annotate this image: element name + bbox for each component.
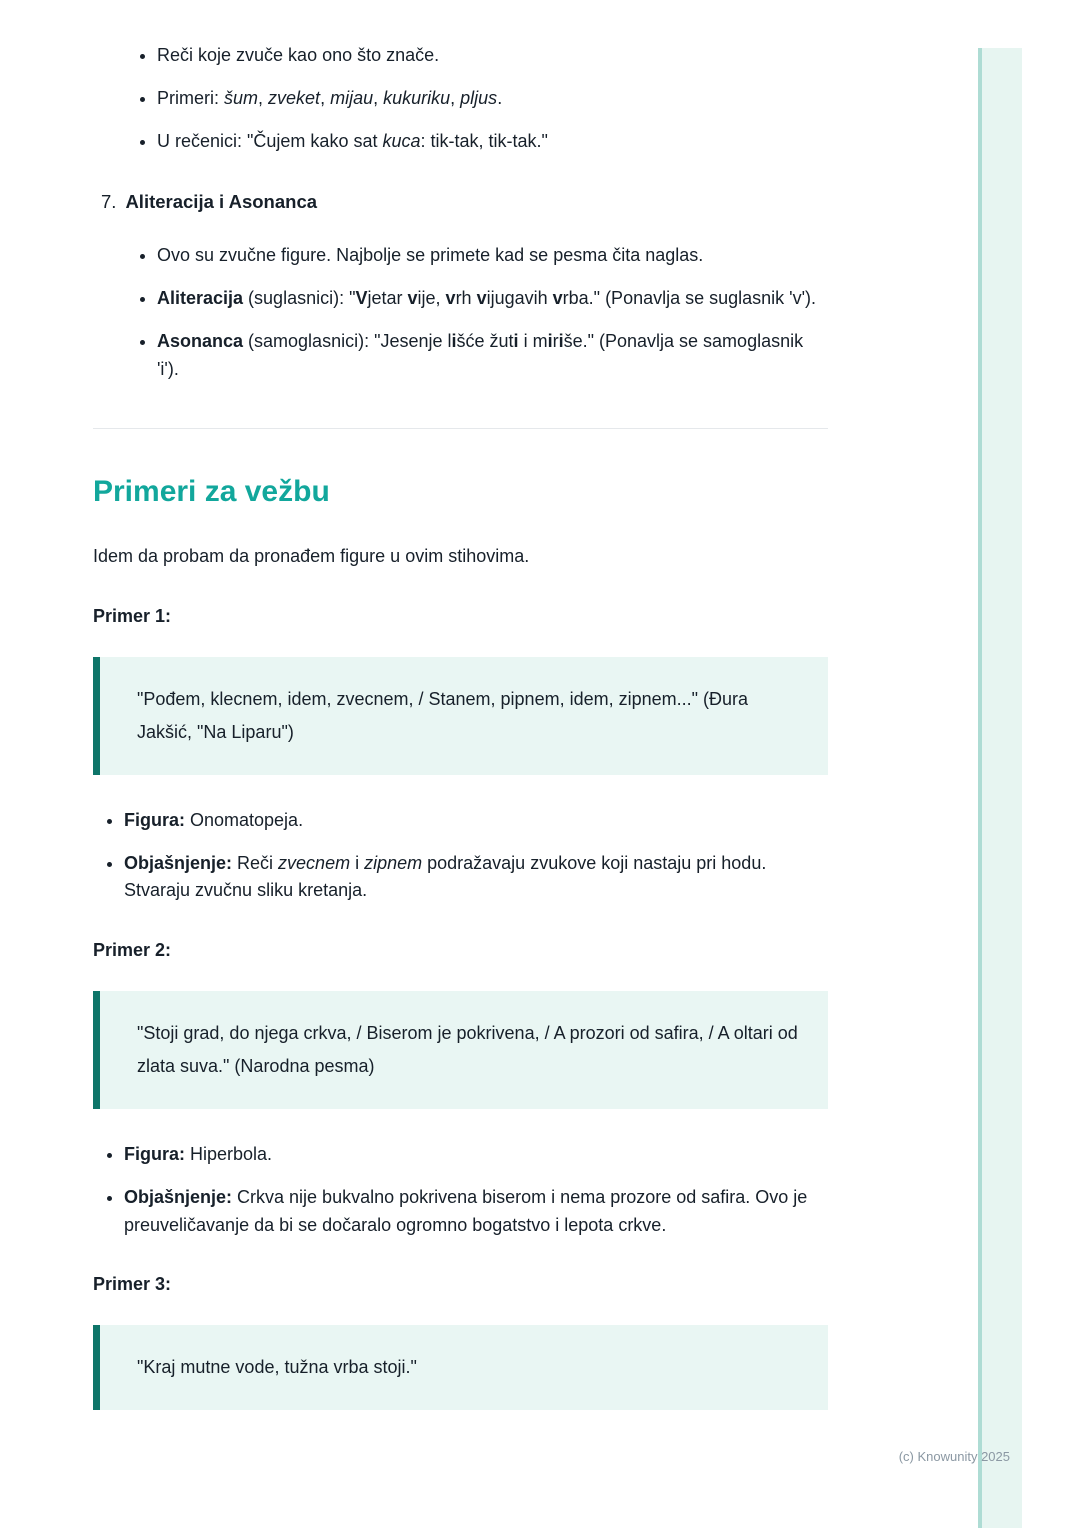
example-1-points <box>93 807 828 906</box>
bullet-item: • U rečenici: "Čujem kako sat kuca: tik-tak, tik-tak." <box>157 128 828 156</box>
bullet-item: • Ovo su zvučne figure. Najbolje se primete kad se pesma čita naglas. <box>157 242 828 270</box>
example-3-quote <box>93 1325 828 1410</box>
bullet-item: • Primeri: šum, zveket, mijau, kukuriku, pljus. <box>157 85 828 113</box>
practice-intro-text: Idem da probam da pronađem figure u ovim stihovima. <box>93 546 530 567</box>
copyright-footer: (c) Knowunity 2025 <box>898 1449 1010 1464</box>
quote-text: "Stoji grad, do njega crkva, / Biserom je pokrivena, / A prozori od safira, / A oltari od zlata suva." (Narodna pesma) <box>137 1023 798 1076</box>
practice-section-title: Primeri za vežbu <box>93 474 330 508</box>
example-3-label: Primer 3: <box>93 1274 172 1295</box>
bullet-item: • Aliteracija (suglasnici): "Vjetar vije, vrh vijugavih vrba." (Ponavlja se suglasnik 'v'). <box>157 285 828 313</box>
example-2-label: Primer 2: <box>93 940 172 961</box>
example-1-label: Primer 1: <box>93 606 172 627</box>
example-2-points <box>93 1141 828 1240</box>
section-number: 7. <box>101 190 117 212</box>
document-content <box>93 42 828 1442</box>
bullet-item: • Figura: Onomatopeja. <box>124 807 828 835</box>
section-divider <box>93 428 828 429</box>
onomatopeja-bullet-list <box>93 42 828 156</box>
example-2-quote <box>93 991 828 1109</box>
bullet-item: • Figura: Hiperbola. <box>124 1141 828 1169</box>
bullet-item: • Reči koje zvuče kao ono što znače. <box>157 42 828 70</box>
bullet-item: • Objašnjenje: Reči zvecnem i zipnem podražavaju zvukove koji nastaju pri hodu. Stvaraju zvučnu sliku kretanja. <box>124 850 828 906</box>
page-edge-strip <box>978 48 1022 1528</box>
example-1-quote <box>93 657 828 775</box>
quote-text: "Kraj mutne vode, tužna vrba stoji." <box>137 1357 417 1378</box>
bullet-item: • Objašnjenje: Crkva nije bukvalno pokrivena biserom i nema prozore od safira. Ovo je preuveličavanje da bi se dočaralo ogromno bogatstvo i lepota crkve. <box>124 1184 828 1240</box>
quote-text: "Pođem, klecnem, idem, zvecnem, / Stanem, pipnem, idem, zipnem..." (Đura Jakšić, "Na Liparu") <box>137 689 749 742</box>
bullet-item: • Asonanca (samoglasnici): "Jesenje lišće žuti i miriše." (Ponavlja se samoglasnik 'i'). <box>157 328 828 384</box>
section-title-text: Aliteracija i Asonanca <box>125 190 318 212</box>
section-7-bullet-list <box>93 242 828 384</box>
section-7-heading <box>101 188 828 217</box>
